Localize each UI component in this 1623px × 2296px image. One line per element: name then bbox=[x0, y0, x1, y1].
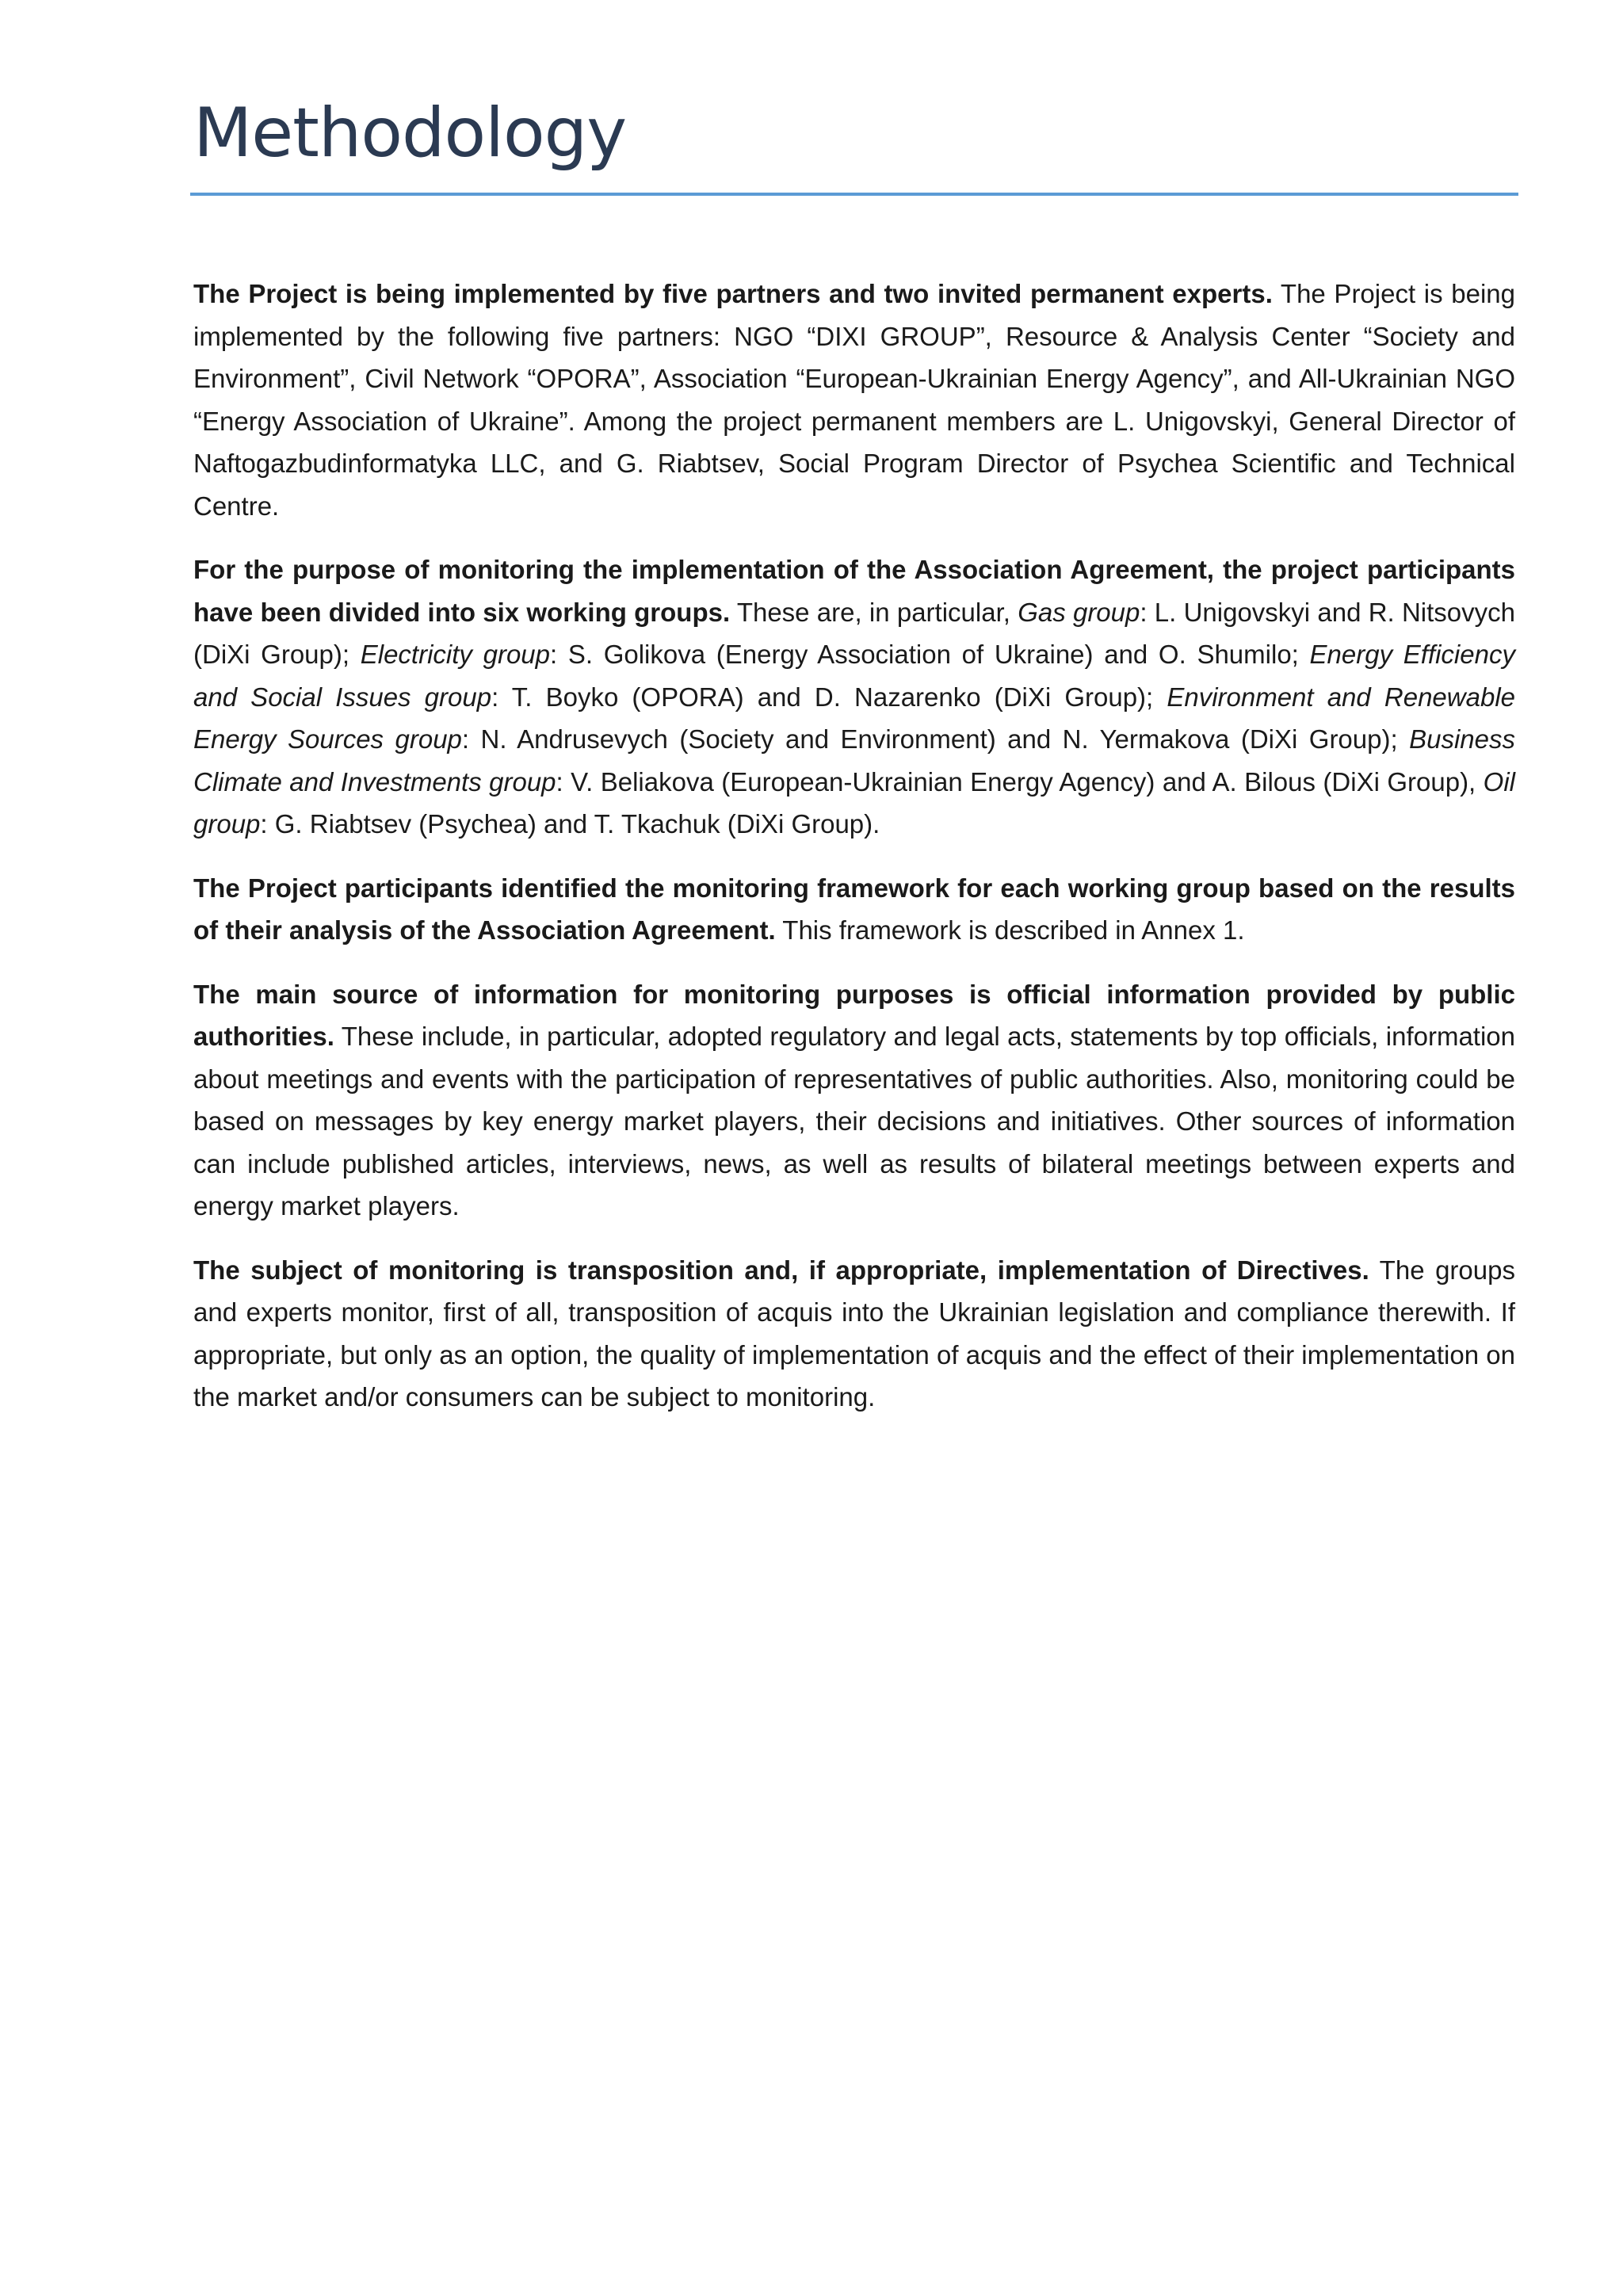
title-underline bbox=[190, 193, 1518, 196]
group-members: : S. Golikova (Energy Association of Ukraine) and O. Shumilo; bbox=[550, 640, 1310, 669]
page-title: Methodology bbox=[193, 94, 627, 173]
group-members: : G. Riabtsev (Psychea) and T. Tkachuk (DiXi Group). bbox=[260, 809, 880, 839]
paragraph-lead: The main source of information for monitoring purposes is official information provided by public authorities. bbox=[193, 979, 1515, 1051]
group-members: : L. Unigovskyi and R. Nitsovych (DiXi Group); bbox=[193, 597, 1515, 669]
paragraph-lead: The Project is being implemented by five partners and two invited permanent experts. bbox=[193, 279, 1273, 308]
paragraph-lead: For the purpose of monitoring the implementation of the Association Agreement, the project participants have been divided into six working groups. bbox=[193, 555, 1515, 627]
paragraph-text: These include, in particular, adopted regulatory and legal acts, statements by top officials, information about meetings and events with the participation of representatives of public authorities. Also, monitoring could be based on messages by key energy market players, their decisions and initiatives. Other sources of information can include published articles, interviews, news, as well as results of bilateral meetings between experts and energy market players. bbox=[193, 1022, 1515, 1221]
group-name: Oil group bbox=[193, 766, 1515, 839]
group-name: Gas group bbox=[1018, 597, 1140, 627]
group-name: Business Climate and Investments group bbox=[193, 724, 1515, 797]
paragraph-subject bbox=[193, 1249, 1515, 1419]
group-members: : T. Boyko (OPORA) and D. Nazarenko (DiXi Group); bbox=[491, 682, 1167, 712]
group-members: : N. Andrusevych (Society and Environment) and N. Yermakova (DiXi Group); bbox=[461, 724, 1410, 754]
body-text bbox=[193, 273, 1515, 1440]
paragraph-lead: The subject of monitoring is transposition and, if appropriate, implementation of Directives. bbox=[193, 1255, 1369, 1285]
paragraph-text: The groups and experts monitor, first of all, transposition of acquis into the Ukrainian legislation and compliance therewith. If appropriate, but only as an option, the quality of implementation of acquis and the effect of their implementation on the market and/or consumers can be subject to monitoring. bbox=[193, 1255, 1515, 1412]
group-name: Environment and Renewable Energy Sources group bbox=[193, 682, 1515, 754]
group-name: Electricity group bbox=[360, 640, 550, 669]
paragraph-framework bbox=[193, 867, 1515, 952]
group-members: : V. Beliakova (European-Ukrainian Energy Agency) and A. Bilous (DiXi Group), bbox=[556, 766, 1484, 797]
group-name: Energy Efficiency and Social Issues group bbox=[193, 640, 1515, 712]
paragraph-text: This framework is described in Annex 1. bbox=[775, 915, 1245, 945]
paragraph-partners bbox=[193, 273, 1515, 527]
paragraph-sources bbox=[193, 973, 1515, 1228]
paragraph-text: The Project is being implemented by the following five partners: NGO “DIXI GROUP”, Resource & Analysis Center “Society and Environment”, Civil Network “OPORA”, Association “European-Ukrainian Energy Agency”, and All-Ukrainian NGO “Energy Association of Ukraine”. Among the project permanent members are L. Unigovskyi, General Director of Naftogazbudinformatyka LLC, and G. Riabtsev, Social Program Director of Psychea Scientific and Technical Centre. bbox=[193, 279, 1515, 521]
paragraph-lead: The Project participants identified the monitoring framework for each working group based on the results of their analysis of the Association Agreement. bbox=[193, 873, 1515, 945]
paragraph-text: These are, in particular, bbox=[730, 597, 1018, 627]
paragraph-working-groups bbox=[193, 548, 1515, 846]
